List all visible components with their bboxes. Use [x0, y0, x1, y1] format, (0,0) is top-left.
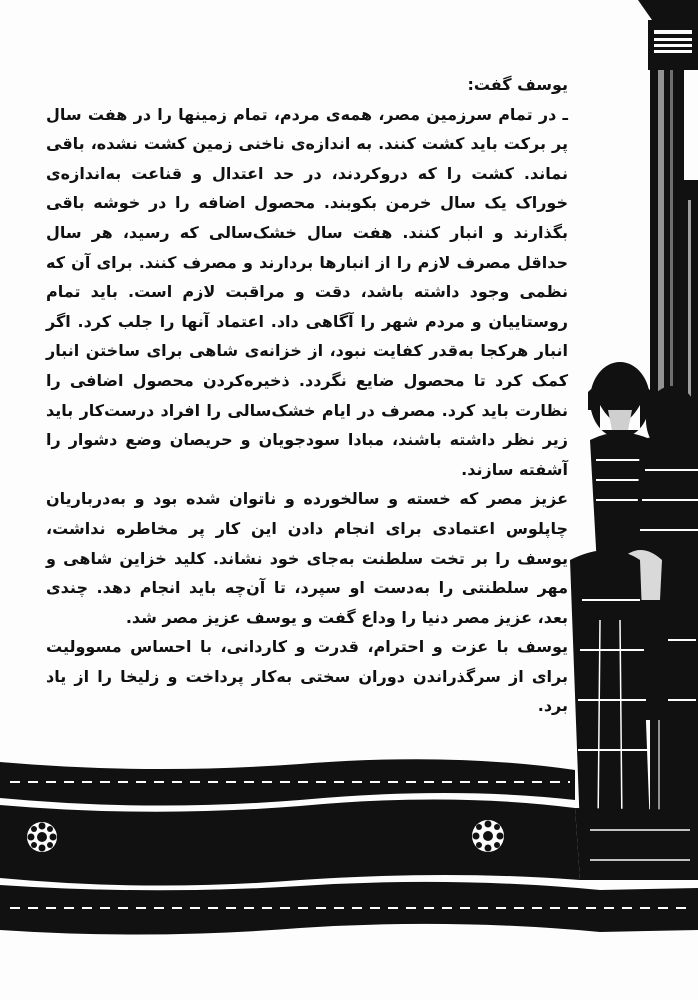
- paragraph-1: ـ در تمام سرزمین مصر، همه‌ی مردم، تمام زمینها را در هفت سال پر برکت باید کشت کنند. به اندازه‌ی ناخنی زمین کشت نشده، باقی نماند. کشت را که دروکردند، در حد اعتدال و قناعت به‌اندازه‌ی خوراک یک سال خرمن بکوبند. محصول اضافه را در خوشه باقی بگذارند و انبار کنند. هفت سال خشک‌سالی که رسید، هر سال حداقل مصرف لازم را از انبارها بردارند و مصرف کنند. برای آن که نظمی وجود داشته باشد، دقت و مراقبت لازم است. باید تمام روستاییان و مردم شهر را آگاهی داد. اعتماد آنها را جلب کرد. اگر انبار هرکجا به‌قدر کفایت نبود، از خزانه‌ی شاهی برای ساختن انبار کمک کرد تا محصول ضایع نگردد. ذخیره‌کردن محصول اضافی را نظارت باید کرد. مصرف در ایام خشک‌سالی را افراد درست‌کار باید زیر نظر داشته باشند، مبادا سودجویان و حریصان وضع دشوار را آشفته سازند.: [46, 104, 568, 479]
- paragraph-2: عزیز مصر که خسته و سالخورده و ناتوان شده بود و به‌درباریان چاپلوس اعتمادی برای انجام دادن این کار پر مخاطره نداشت، یوسف را بر تخت سلطنت به‌جای خود نشاند. کلید خزاین شاهی و مهر سلطنتی را به‌دست او سپرد، تا آن‌چه باید انجام دهد. چندی بعد، عزیز مصر دنیا را وداع گفت و یوسف عزیز مصر شد.: [46, 489, 568, 627]
- column-capital: [638, 0, 698, 70]
- rosette-ornament-right: [472, 820, 504, 852]
- text-column: [46, 70, 568, 721]
- story-text: [46, 70, 698, 721]
- speaker-line: یوسف گفت:: [467, 75, 568, 94]
- paragraph-3: یوسف با عزت و احترام، قدرت و کاردانی، با احساس مسوولیت برای از سرگذراندن دوران سختی به‌کار پرداخت و زلیخا را از یاد برد.: [46, 637, 568, 716]
- rosette-ornament-left: [27, 822, 57, 852]
